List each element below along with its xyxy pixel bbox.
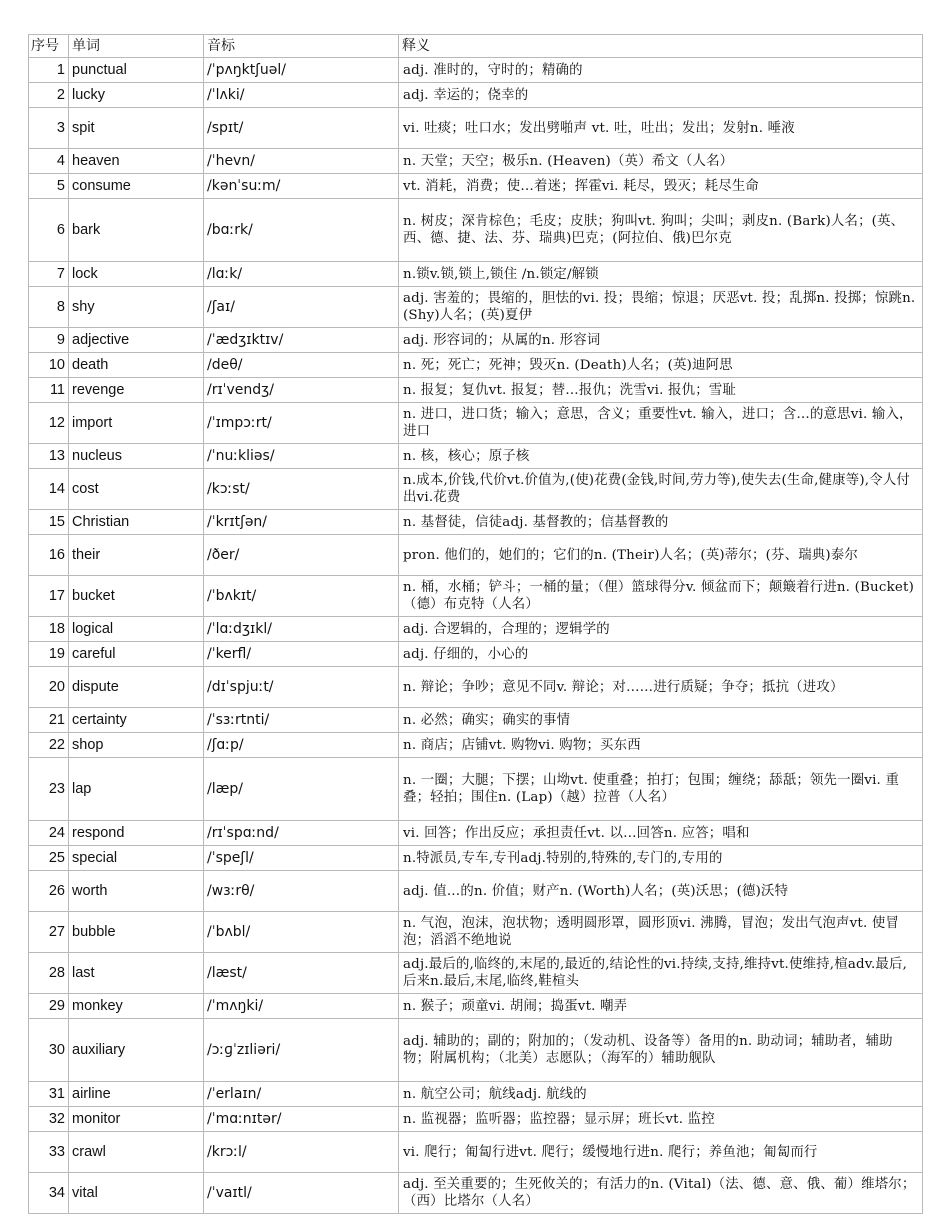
table-row xyxy=(29,1019,923,1082)
row-number: 5 xyxy=(29,174,69,199)
row-phonetic: /ˈpʌŋktʃuəl/ xyxy=(204,58,399,83)
table-row xyxy=(29,576,923,617)
row-number: 34 xyxy=(29,1173,69,1214)
row-definition: adj. 形容词的；从属的n. 形容词 xyxy=(399,328,923,353)
table-row xyxy=(29,1132,923,1173)
row-definition: n. 报复；复仇vt. 报复；替…报仇；洗雪vi. 报仇；雪耻 xyxy=(399,378,923,403)
vocabulary-table xyxy=(28,34,923,1214)
row-word: shop xyxy=(69,733,204,758)
row-phonetic: /dɪˈspjuːt/ xyxy=(204,667,399,708)
table-row xyxy=(29,846,923,871)
row-word: lock xyxy=(69,262,204,287)
row-phonetic: /ˈbʌkɪt/ xyxy=(204,576,399,617)
table-row xyxy=(29,617,923,642)
row-definition: n. 商店；店铺vt. 购物vi. 购物；买东西 xyxy=(399,733,923,758)
row-phonetic: /deθ/ xyxy=(204,353,399,378)
row-number: 15 xyxy=(29,510,69,535)
row-phonetic: /kɔːst/ xyxy=(204,469,399,510)
row-phonetic: /ʃaɪ/ xyxy=(204,287,399,328)
row-number: 14 xyxy=(29,469,69,510)
row-number: 25 xyxy=(29,846,69,871)
row-phonetic: /ˈmʌŋki/ xyxy=(204,994,399,1019)
row-number: 12 xyxy=(29,403,69,444)
table-row xyxy=(29,469,923,510)
row-number: 13 xyxy=(29,444,69,469)
table-row xyxy=(29,199,923,262)
table-row xyxy=(29,262,923,287)
row-word: auxiliary xyxy=(69,1019,204,1082)
row-phonetic: /ˈmɑːnɪtər/ xyxy=(204,1107,399,1132)
vocabulary-sheet xyxy=(28,34,923,1214)
row-definition: n. 监视器；监听器；监控器；显示屏；班长vt. 监控 xyxy=(399,1107,923,1132)
table-row xyxy=(29,108,923,149)
row-definition: vi. 吐痰；吐口水；发出劈啪声 vt. 吐，吐出；发出；发射n. 唾液 xyxy=(399,108,923,149)
row-phonetic: /spɪt/ xyxy=(204,108,399,149)
table-row xyxy=(29,994,923,1019)
table-row xyxy=(29,953,923,994)
table-row xyxy=(29,378,923,403)
row-word: Christian xyxy=(69,510,204,535)
row-word: bucket xyxy=(69,576,204,617)
row-number: 33 xyxy=(29,1132,69,1173)
row-number: 31 xyxy=(29,1082,69,1107)
table-row xyxy=(29,535,923,576)
row-phonetic: /ˈhevn/ xyxy=(204,149,399,174)
row-definition: n. 死；死亡；死神；毁灭n. (Death)人名；(英)迪阿思 xyxy=(399,353,923,378)
row-phonetic: /rɪˈspɑːnd/ xyxy=(204,821,399,846)
row-definition: vi. 回答；作出反应；承担责任vt. 以…回答n. 应答；唱和 xyxy=(399,821,923,846)
row-number: 21 xyxy=(29,708,69,733)
row-phonetic: /ˈlʌki/ xyxy=(204,83,399,108)
row-number: 20 xyxy=(29,667,69,708)
row-phonetic: /ɔːɡˈzɪliəri/ xyxy=(204,1019,399,1082)
row-word: spit xyxy=(69,108,204,149)
header-definition: 释义 xyxy=(399,35,923,58)
row-definition: adj. 合逻辑的，合理的；逻辑学的 xyxy=(399,617,923,642)
row-definition: adj. 害羞的；畏缩的，胆怯的vi. 投；畏缩；惊退；厌恶vt. 投；乱掷n. 投掷；惊跳n. (Shy)人名；(英)夏伊 xyxy=(399,287,923,328)
row-word: import xyxy=(69,403,204,444)
row-word: monkey xyxy=(69,994,204,1019)
row-phonetic: /læp/ xyxy=(204,758,399,821)
row-word: careful xyxy=(69,642,204,667)
table-row xyxy=(29,821,923,846)
row-word: certainty xyxy=(69,708,204,733)
row-word: punctual xyxy=(69,58,204,83)
row-phonetic: /ˈædʒɪktɪv/ xyxy=(204,328,399,353)
row-definition: adj.最后的,临终的,末尾的,最近的,结论性的vi.持续,支持,维持vt.使维持,楦adv.最后,后来n.最后,末尾,临终,鞋楦头 xyxy=(399,953,923,994)
row-number: 23 xyxy=(29,758,69,821)
table-row xyxy=(29,149,923,174)
row-definition: n.特派员,专车,专刊adj.特别的,特殊的,专门的,专用的 xyxy=(399,846,923,871)
row-word: airline xyxy=(69,1082,204,1107)
row-phonetic: /ˈerlaɪn/ xyxy=(204,1082,399,1107)
row-definition: n. 天堂；天空；极乐n. (Heaven)（英）希文（人名） xyxy=(399,149,923,174)
row-definition: n.锁v.锁,锁上,锁住 /n.锁定/解锁 xyxy=(399,262,923,287)
table-row xyxy=(29,912,923,953)
row-definition: n.成本,价钱,代价vt.价值为,(使)花费(金钱,时间,劳力等),使失去(生命,健康等),令人付出vi.花费 xyxy=(399,469,923,510)
row-number: 16 xyxy=(29,535,69,576)
row-number: 10 xyxy=(29,353,69,378)
table-row xyxy=(29,1173,923,1214)
row-definition: adj. 辅助的；副的；附加的；（发动机、设备等）备用的n. 助动词；辅助者，辅助物；附属机构；（北美）志愿队；（海军的）辅助舰队 xyxy=(399,1019,923,1082)
row-phonetic: /lɑːk/ xyxy=(204,262,399,287)
row-phonetic: /ðer/ xyxy=(204,535,399,576)
row-definition: n. 基督徒，信徒adj. 基督教的；信基督教的 xyxy=(399,510,923,535)
row-number: 17 xyxy=(29,576,69,617)
row-word: crawl xyxy=(69,1132,204,1173)
row-number: 8 xyxy=(29,287,69,328)
row-word: death xyxy=(69,353,204,378)
table-row xyxy=(29,58,923,83)
row-phonetic: /ˈnuːkliəs/ xyxy=(204,444,399,469)
table-row xyxy=(29,444,923,469)
row-word: heaven xyxy=(69,149,204,174)
row-word: their xyxy=(69,535,204,576)
row-number: 29 xyxy=(29,994,69,1019)
row-word: cost xyxy=(69,469,204,510)
row-phonetic: /ˈlɑːdʒɪkl/ xyxy=(204,617,399,642)
row-number: 11 xyxy=(29,378,69,403)
row-definition: vt. 消耗，消费；使…着迷；挥霍vi. 耗尽，毁灭；耗尽生命 xyxy=(399,174,923,199)
row-definition: adj. 准时的，守时的；精确的 xyxy=(399,58,923,83)
row-definition: n. 进口，进口货；输入；意思，含义；重要性vt. 输入，进口；含…的意思vi. 输入，进口 xyxy=(399,403,923,444)
row-word: special xyxy=(69,846,204,871)
row-number: 32 xyxy=(29,1107,69,1132)
row-number: 24 xyxy=(29,821,69,846)
row-definition: adj. 幸运的；侥幸的 xyxy=(399,83,923,108)
table-row xyxy=(29,1107,923,1132)
header-phonetic: 音标 xyxy=(204,35,399,58)
row-phonetic: /rɪˈvendʒ/ xyxy=(204,378,399,403)
row-definition: pron. 他们的，她们的；它们的n. (Their)人名；(英)蒂尔；(芬、瑞典)泰尔 xyxy=(399,535,923,576)
row-number: 6 xyxy=(29,199,69,262)
table-row xyxy=(29,287,923,328)
row-phonetic: /bɑːrk/ xyxy=(204,199,399,262)
row-word: monitor xyxy=(69,1107,204,1132)
row-phonetic: /ʃɑːp/ xyxy=(204,733,399,758)
row-phonetic: /wɜːrθ/ xyxy=(204,871,399,912)
row-phonetic: /ˈsɜːrtnti/ xyxy=(204,708,399,733)
header-row xyxy=(29,35,923,58)
table-row xyxy=(29,871,923,912)
table-row xyxy=(29,174,923,199)
row-definition: n. 核，核心；原子核 xyxy=(399,444,923,469)
row-number: 27 xyxy=(29,912,69,953)
row-number: 7 xyxy=(29,262,69,287)
row-definition: vi. 爬行；匍匐行进vt. 爬行；缓慢地行进n. 爬行；养鱼池；匍匐而行 xyxy=(399,1132,923,1173)
table-body xyxy=(29,58,923,1214)
row-word: logical xyxy=(69,617,204,642)
row-word: bubble xyxy=(69,912,204,953)
table-row xyxy=(29,708,923,733)
row-word: lucky xyxy=(69,83,204,108)
header-word: 单词 xyxy=(69,35,204,58)
row-definition: adj. 仔细的，小心的 xyxy=(399,642,923,667)
row-definition: n. 必然；确实；确实的事情 xyxy=(399,708,923,733)
header-number: 序号 xyxy=(29,35,69,58)
row-phonetic: /krɔːl/ xyxy=(204,1132,399,1173)
row-word: worth xyxy=(69,871,204,912)
row-word: vital xyxy=(69,1173,204,1214)
row-number: 28 xyxy=(29,953,69,994)
table-row xyxy=(29,733,923,758)
table-row xyxy=(29,403,923,444)
row-number: 3 xyxy=(29,108,69,149)
row-definition: n. 一圈；大腿；下摆；山坳vt. 使重叠；拍打；包围；缠绕；舔舐；领先一圈vi. 重叠；轻拍；围住n. (Lap)（越）拉普（人名） xyxy=(399,758,923,821)
row-word: adjective xyxy=(69,328,204,353)
table-row xyxy=(29,642,923,667)
row-phonetic: /ˈɪmpɔːrt/ xyxy=(204,403,399,444)
row-number: 26 xyxy=(29,871,69,912)
row-number: 1 xyxy=(29,58,69,83)
row-phonetic: /ˈvaɪtl/ xyxy=(204,1173,399,1214)
row-number: 30 xyxy=(29,1019,69,1082)
row-definition: n. 航空公司；航线adj. 航线的 xyxy=(399,1082,923,1107)
table-row xyxy=(29,328,923,353)
table-row xyxy=(29,667,923,708)
row-word: dispute xyxy=(69,667,204,708)
row-phonetic: /kənˈsuːm/ xyxy=(204,174,399,199)
row-definition: n. 气泡，泡沫，泡状物；透明圆形罩，圆形顶vi. 沸腾，冒泡；发出气泡声vt. 使冒泡；滔滔不绝地说 xyxy=(399,912,923,953)
row-word: nucleus xyxy=(69,444,204,469)
table-row xyxy=(29,1082,923,1107)
row-phonetic: /ˈkrɪtʃən/ xyxy=(204,510,399,535)
row-number: 18 xyxy=(29,617,69,642)
row-phonetic: /ˈspeʃl/ xyxy=(204,846,399,871)
row-number: 4 xyxy=(29,149,69,174)
row-definition: n. 树皮；深肯棕色；毛皮；皮肤；狗叫vt. 狗叫；尖叫；剥皮n. (Bark)人名；(英、西、德、捷、法、芬、瑞典)巴克；(阿拉伯、俄)巴尔克 xyxy=(399,199,923,262)
row-definition: n. 辩论；争吵；意见不同v. 辩论；对……进行质疑；争夺；抵抗（进攻） xyxy=(399,667,923,708)
row-definition: n. 桶，水桶；铲斗；一桶的量；（俚）篮球得分v. 倾盆而下；颠簸着行进n. (Bucket)（德）布克特（人名） xyxy=(399,576,923,617)
row-word: lap xyxy=(69,758,204,821)
row-phonetic: /læst/ xyxy=(204,953,399,994)
row-number: 22 xyxy=(29,733,69,758)
row-phonetic: /ˈkerfl/ xyxy=(204,642,399,667)
row-word: bark xyxy=(69,199,204,262)
row-phonetic: /ˈbʌbl/ xyxy=(204,912,399,953)
row-word: last xyxy=(69,953,204,994)
row-word: revenge xyxy=(69,378,204,403)
table-row xyxy=(29,83,923,108)
table-row xyxy=(29,510,923,535)
row-number: 9 xyxy=(29,328,69,353)
row-number: 19 xyxy=(29,642,69,667)
row-number: 2 xyxy=(29,83,69,108)
table-row xyxy=(29,758,923,821)
row-word: consume xyxy=(69,174,204,199)
table-row xyxy=(29,353,923,378)
row-definition: adj. 值…的n. 价值；财产n. (Worth)人名；(英)沃思；(德)沃特 xyxy=(399,871,923,912)
row-definition: adj. 至关重要的；生死攸关的；有活力的n. (Vital)（法、德、意、俄、葡）维塔尔；（西）比塔尔（人名） xyxy=(399,1173,923,1214)
row-word: respond xyxy=(69,821,204,846)
row-word: shy xyxy=(69,287,204,328)
row-definition: n. 猴子；顽童vi. 胡闹；捣蛋vt. 嘲弄 xyxy=(399,994,923,1019)
